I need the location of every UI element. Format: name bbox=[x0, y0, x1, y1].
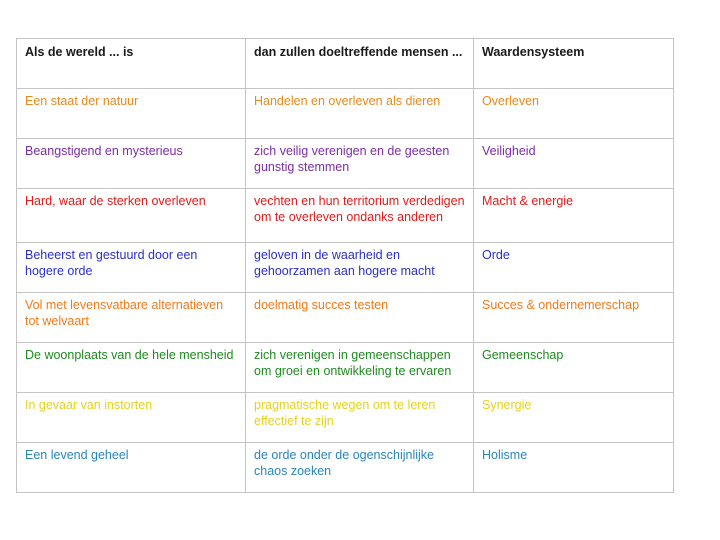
table-row bbox=[17, 89, 674, 139]
cell-world: Een staat der natuur bbox=[17, 89, 246, 139]
table-row bbox=[17, 443, 674, 493]
cell-people: de orde onder de ogenschijnlijke chaos zoeken bbox=[246, 443, 474, 493]
header-row bbox=[17, 39, 674, 89]
cell-people: Handelen en overleven als dieren bbox=[246, 89, 474, 139]
cell-value-system: Succes & ondernemerschap bbox=[474, 293, 674, 343]
table-row bbox=[17, 139, 674, 189]
cell-value-system: Gemeenschap bbox=[474, 343, 674, 393]
cell-world: Beangstigend en mysterieus bbox=[17, 139, 246, 189]
table-row bbox=[17, 393, 674, 443]
header-people: dan zullen doeltreffende mensen ... bbox=[246, 39, 474, 89]
cell-value-system: Orde bbox=[474, 243, 674, 293]
cell-world: In gevaar van instorten bbox=[17, 393, 246, 443]
cell-value-system: Veiligheid bbox=[474, 139, 674, 189]
cell-world: Vol met levensvatbare alternatieven tot welvaart bbox=[17, 293, 246, 343]
cell-world: Een levend geheel bbox=[17, 443, 246, 493]
header-world: Als de wereld ... is bbox=[17, 39, 246, 89]
cell-people: vechten en hun territorium verdedigen om te overleven ondanks anderen bbox=[246, 189, 474, 243]
cell-people: pragmatische wegen om te leren effectief te zijn bbox=[246, 393, 474, 443]
header-value-system: Waardensysteem bbox=[474, 39, 674, 89]
table-row bbox=[17, 343, 674, 393]
cell-people: doelmatig succes testen bbox=[246, 293, 474, 343]
table-row bbox=[17, 293, 674, 343]
cell-people: geloven in de waarheid en gehoorzamen aan hogere macht bbox=[246, 243, 474, 293]
table-row bbox=[17, 189, 674, 243]
cell-people: zich veilig verenigen en de geesten gunstig stemmen bbox=[246, 139, 474, 189]
cell-world: Beheerst en gestuurd door een hogere orde bbox=[17, 243, 246, 293]
cell-people: zich verenigen in gemeenschappen om groei en ontwikkeling te ervaren bbox=[246, 343, 474, 393]
cell-value-system: Overleven bbox=[474, 89, 674, 139]
cell-value-system: Macht & energie bbox=[474, 189, 674, 243]
values-table bbox=[16, 38, 674, 493]
cell-value-system: Synergie bbox=[474, 393, 674, 443]
cell-value-system: Holisme bbox=[474, 443, 674, 493]
table-row bbox=[17, 243, 674, 293]
cell-world: Hard, waar de sterken overleven bbox=[17, 189, 246, 243]
cell-world: De woonplaats van de hele mensheid bbox=[17, 343, 246, 393]
